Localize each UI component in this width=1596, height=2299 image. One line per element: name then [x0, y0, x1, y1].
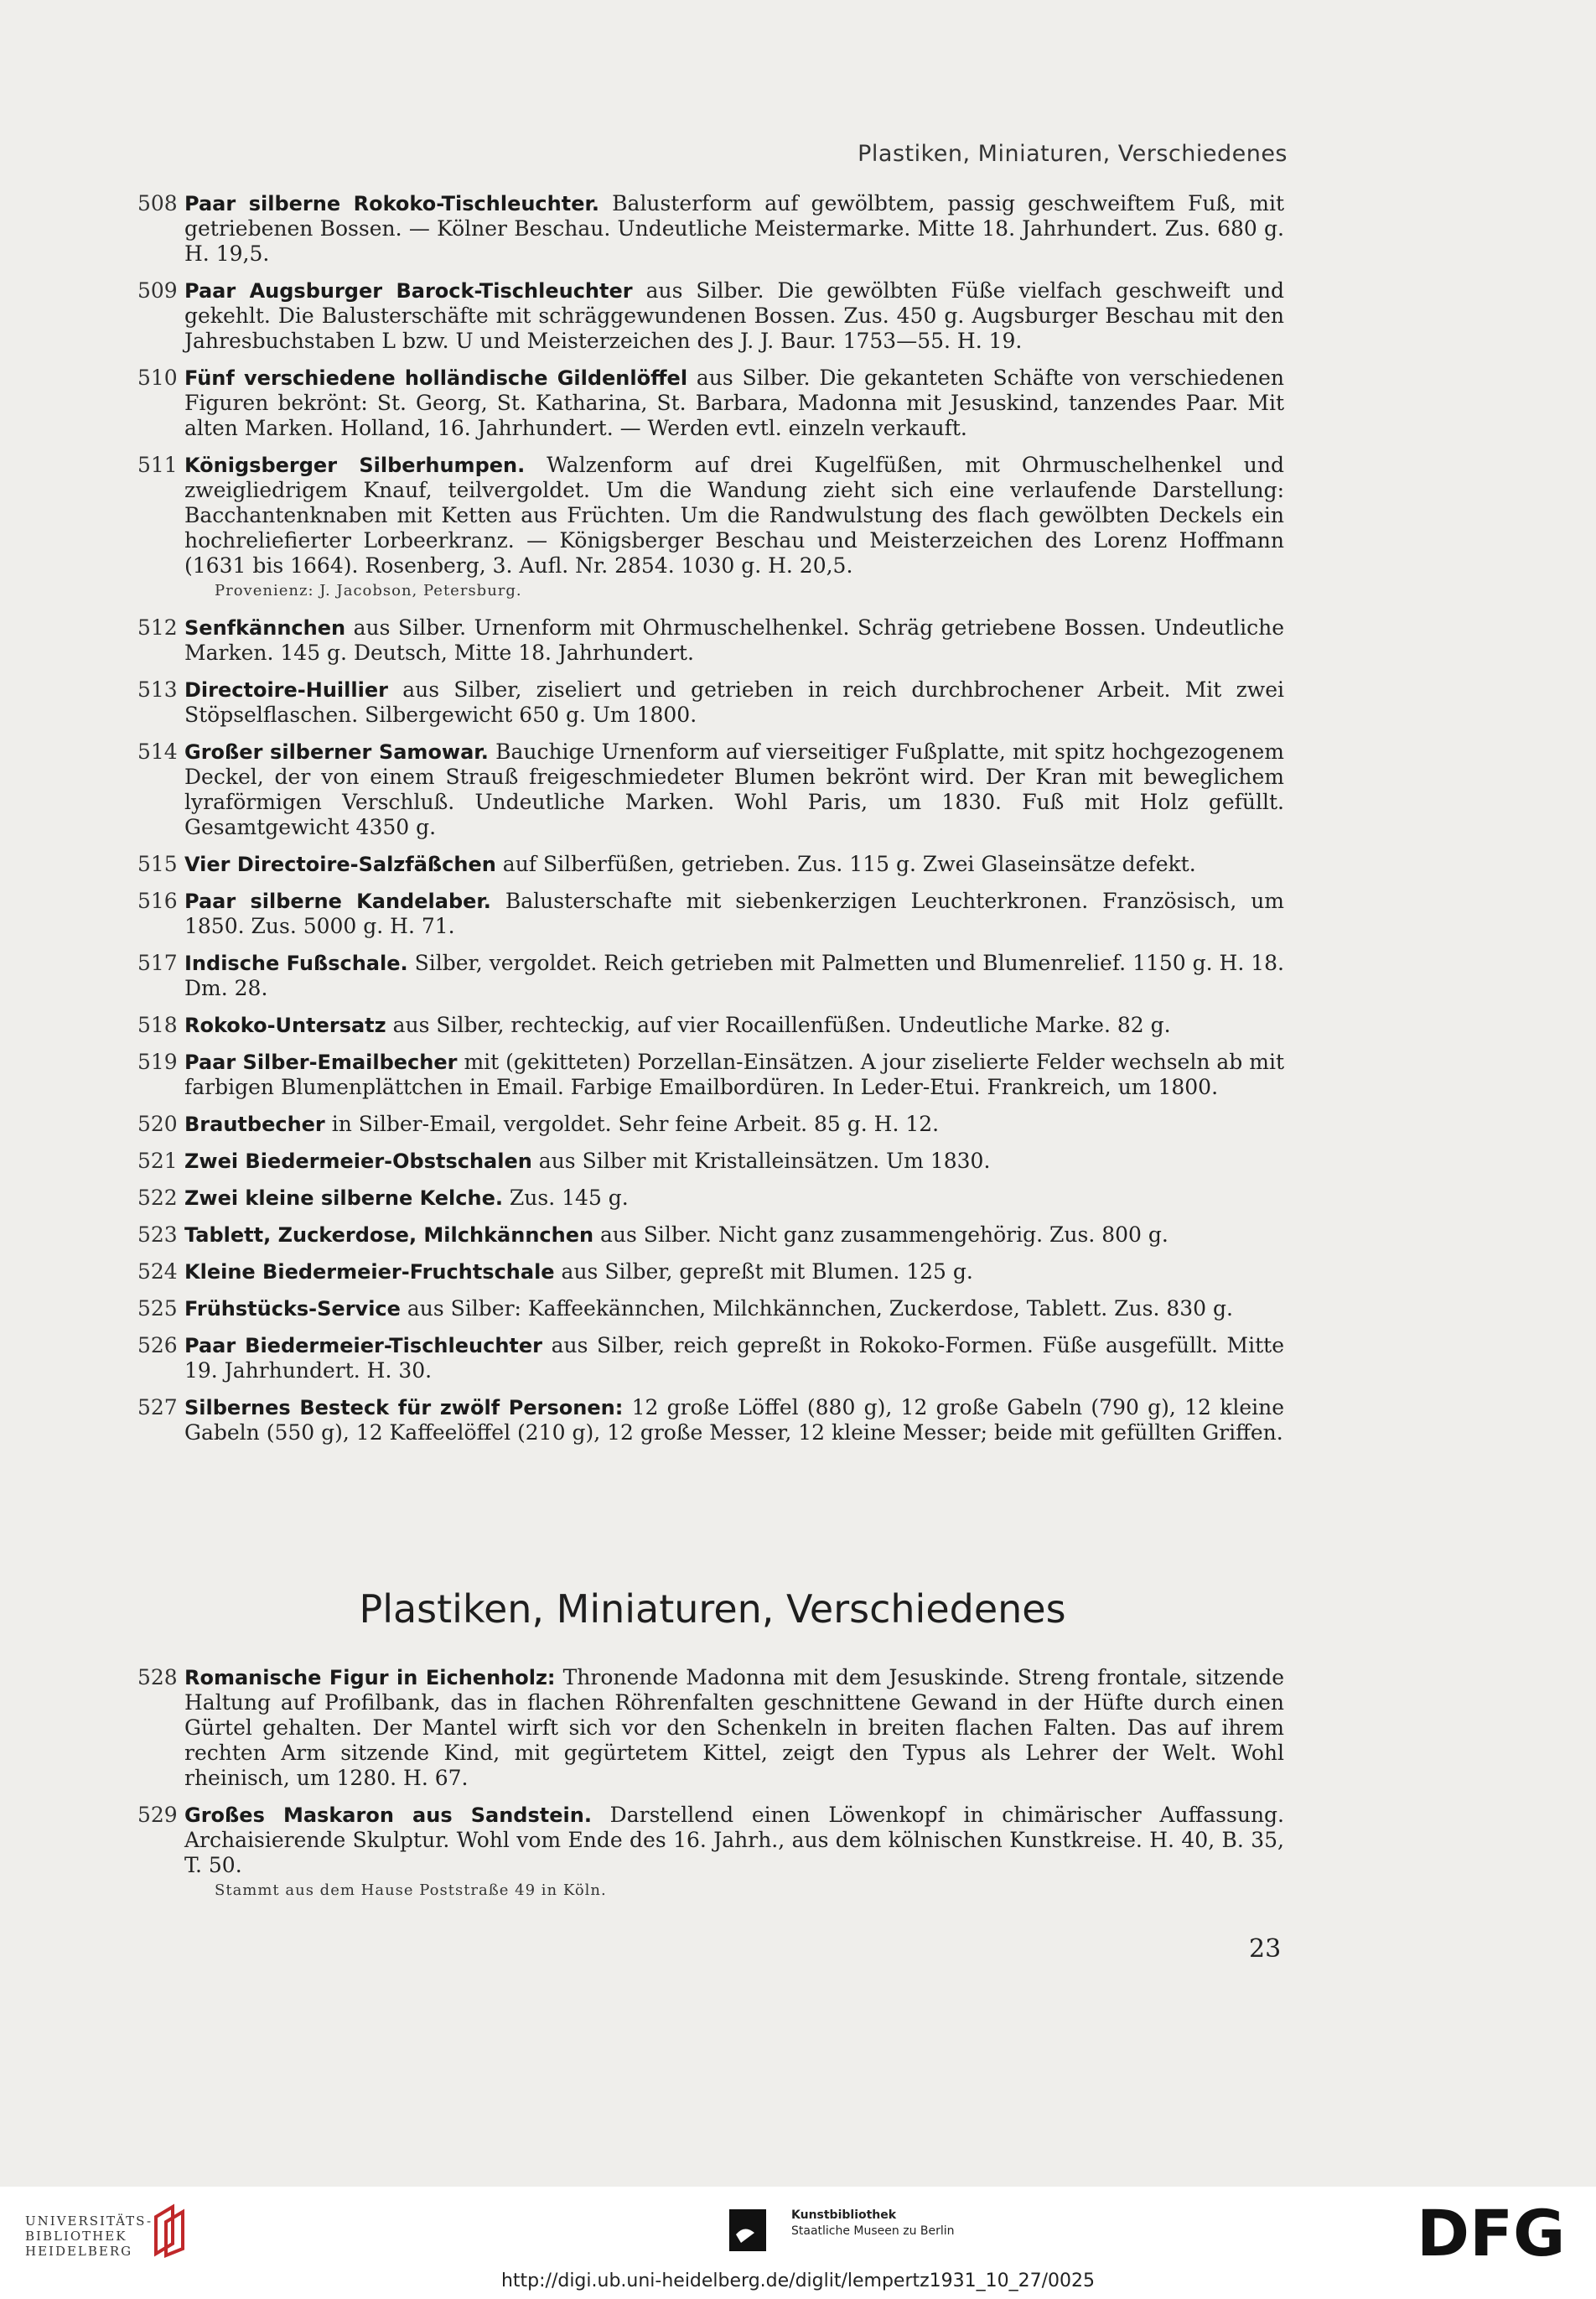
permalink-url[interactable]: http://digi.ub.uni-heidelberg.de/diglit/lempertz1931_10_27/0025	[500, 2270, 1096, 2291]
lot-description: Balusterschafte mit siebenkerzigen Leuchterkronen. Französisch, um 1850. Zus. 5000 g. H. 71.	[184, 889, 1285, 938]
lot-title: Silbernes Besteck für zwölf Personen:	[184, 1396, 624, 1419]
lot-number: 521	[137, 1149, 178, 1173]
lot-entry	[137, 1222, 1284, 1248]
lot-title: Königsberger Silberhumpen.	[184, 454, 526, 477]
lot-title: Romanische Figur in Eichenholz:	[184, 1666, 556, 1689]
lot-description: aus Silber, ziseliert und getrieben in reich durchbrochener Arbeit. Mit zwei Stöpselflaschen. Silbergewicht 650 g. Um 1800.	[184, 677, 1284, 727]
lot-description: aus Silber. Die gewölbten Füße vielfach geschweift und gekehlt. Die Balusterschäfte mit schräggewundenen Bossen. Zus. 450 g. Augsburger Beschau mit den Jahresbuchstaben L bzw. U und Meisterzeichen des J. J. Baur. 1753—55. H. 19.	[184, 278, 1284, 353]
lot-title: Paar Silber-Emailbecher	[184, 1051, 458, 1074]
lot-title: Senfkännchen	[184, 616, 346, 640]
lot-number: 529	[137, 1803, 178, 1827]
lot-description: aus Silber. Nicht ganz zusammengehörig. Zus. 800 g.	[593, 1222, 1168, 1247]
lot-title: Vier Directoire-Salzfäßchen	[184, 853, 496, 876]
dfg-logo[interactable]	[1417, 2203, 1576, 2260]
lot-entry	[137, 191, 1284, 267]
lot-provenance: Provenienz: J. Jacobson, Petersburg.	[215, 582, 522, 599]
kunstbibliothek-label[interactable]	[791, 2208, 955, 2239]
lot-number: 524	[137, 1259, 178, 1284]
lot-entry	[137, 677, 1284, 728]
lot-entry	[137, 1149, 1284, 1174]
ub-logo-line: HEIDELBERG	[25, 2244, 133, 2259]
lot-number: 526	[137, 1333, 178, 1357]
kb-subtitle: Staatliche Museen zu Berlin	[791, 2224, 955, 2238]
lot-entry	[137, 1013, 1284, 1038]
lot-description: auf Silberfüßen, getrieben. Zus. 115 g. Zwei Glaseinsätze defekt.	[495, 852, 1196, 876]
lot-description: in Silber-Email, vergoldet. Sehr feine Arbeit. 85 g. H. 12.	[324, 1112, 940, 1136]
lot-title: Tablett, Zuckerdose, Milchkännchen	[184, 1223, 594, 1247]
lot-title: Paar silberne Kandelaber.	[184, 890, 491, 913]
lot-entry	[137, 951, 1284, 1001]
lot-title: Rokoko-Untersatz	[184, 1014, 386, 1037]
lot-entry	[137, 1803, 1284, 1903]
ub-heidelberg-logo[interactable]	[25, 2213, 153, 2259]
lot-number: 527	[137, 1395, 178, 1419]
lot-title: Paar silberne Rokoko-Tischleuchter.	[184, 192, 600, 215]
lot-entry	[137, 1296, 1284, 1321]
lot-number: 509	[137, 278, 178, 303]
kb-title: Kunstbibliothek	[791, 2208, 897, 2222]
lot-list	[137, 191, 1284, 1457]
section-title: Plastiken, Miniaturen, Verschiedenes	[359, 1586, 1066, 1632]
lot-entry	[137, 1665, 1284, 1791]
lot-title: Zwei kleine silberne Kelche.	[184, 1186, 503, 1210]
ub-logo-line: UNIVERSITÄTS-	[25, 2213, 153, 2229]
lot-entry	[137, 1186, 1284, 1211]
lot-title: Indische Fußschale.	[184, 952, 408, 975]
lot-number: 519	[137, 1050, 178, 1074]
lot-title: Großer silberner Samowar.	[184, 740, 489, 764]
lot-number: 525	[137, 1296, 178, 1321]
lot-number: 518	[137, 1013, 178, 1037]
kunstbibliothek-logo-icon	[729, 2209, 766, 2251]
lot-number: 516	[137, 889, 178, 913]
lot-number: 517	[137, 951, 178, 975]
lot-number: 511	[137, 453, 178, 477]
lot-title: Fünf verschiedene holländische Gildenlöffel	[184, 366, 688, 390]
lot-number: 523	[137, 1222, 178, 1247]
lot-description: aus Silber mit Kristalleinsätzen. Um 1830.	[531, 1149, 991, 1173]
lot-number: 522	[137, 1186, 178, 1210]
lot-title: Directoire-Huillier	[184, 678, 388, 702]
lot-number: 515	[137, 852, 178, 876]
dfg-logo-text: DFG	[1417, 2203, 1566, 2260]
lot-description: aus Silber, reich gepreßt in Rokoko-Formen. Füße ausgefüllt. Mitte 19. Jahrhundert. H. 30.	[184, 1333, 1284, 1383]
lot-description: aus Silber, gepreßt mit Blumen. 125 g.	[554, 1259, 973, 1284]
lot-title: Großes Maskaron aus Sandstein.	[184, 1803, 592, 1827]
lot-description: aus Silber, rechteckig, auf vier Rocaillenfüßen. Undeutliche Marke. 82 g.	[386, 1013, 1171, 1037]
lot-description: Zus. 145 g.	[502, 1186, 629, 1210]
lot-description: 12 große Löffel (880 g), 12 große Gabeln (790 g), 12 kleine Gabeln (550 g), 12 Kaffeelöffel (210 g), 12 große Messer, 12 kleine Messer; beide mit gefüllten Griffen.	[184, 1395, 1285, 1445]
lot-entry	[137, 889, 1284, 939]
ub-emblem-icon	[148, 2203, 189, 2259]
lot-description: Balusterform auf gewölbtem, passig geschweiftem Fuß, mit getriebenen Bossen. — Kölner Beschau. Undeutliche Meistermarke. Mitte 18. Jahrhundert. Zus. 680 g. H. 19,5.	[184, 191, 1284, 266]
lot-number: 512	[137, 615, 178, 640]
lot-description: aus Silber. Urnenform mit Ohrmuschelhenkel. Schräg getriebene Bossen. Undeutliche Marken. 145 g. Deutsch, Mitte 18. Jahrhundert.	[184, 615, 1284, 665]
lot-description: Thronende Madonna mit dem Jesuskinde. Streng frontale, sitzende Haltung auf Profilbank, das in flachen Röhrenfalten geschnittene Gewand in der Hüfte durch einen Gürtel gehalten. Der Mantel wirft sich vor den Schenkeln in breiten flachen Falten. Das auf ihrem rechten Arm sitzende Kind, mit gegürtetem Kittel, zeigt den Typus als Lehrer der Welt. Wohl rheinisch, um 1280. H. 67.	[184, 1665, 1285, 1790]
lot-number: 513	[137, 677, 178, 702]
lot-title: Zwei Biedermeier-Obstschalen	[184, 1150, 532, 1173]
lot-entry	[137, 366, 1284, 441]
lot-title: Paar Biedermeier-Tischleuchter	[184, 1334, 542, 1357]
lot-entry	[137, 740, 1284, 840]
lot-number: 510	[137, 366, 178, 390]
lot-description: Walzenform auf drei Kugelfüßen, mit Ohrmuschelhenkel und zweigliedrigem Knauf, teilvergoldet. Um die Wandung zieht sich eine verlaufende Darstellung: Bacchantenknaben mit Ketten aus Früchten. Um die Randwulstung des flach gewölbten Deckels ein hochreliefierter Lorbeerkranz. — Königsberger Beschau und Meisterzeichen des Lorenz Hoffmann (1631 bis 1664). Rosenberg, 3. Aufl. Nr. 2854. 1030 g. H. 20,5.	[184, 453, 1284, 578]
lot-entry	[137, 1112, 1284, 1137]
lot-description: Darstellend einen Löwenkopf in chimärischer Auffassung. Archaisierende Skulptur. Wohl vom Ende des 16. Jahrh., aus dem kölnischen Kunstkreise. H. 40, B. 35, T. 50.	[184, 1803, 1284, 1877]
lot-number: 520	[137, 1112, 178, 1136]
lot-description: mit (gekitteten) Porzellan-Einsätzen. A jour ziselierte Felder wechseln ab mit farbigen Blumenplättchen in Email. Farbige Emailbordüren. In Leder-Etui. Frankreich, um 1800.	[184, 1050, 1285, 1099]
lot-title: Frühstücks-Service	[184, 1297, 401, 1321]
lot-number: 514	[137, 740, 178, 764]
lot-entry	[137, 1259, 1284, 1284]
lot-entry	[137, 1395, 1284, 1445]
lot-entry	[137, 453, 1284, 604]
lot-title: Paar Augsburger Barock-Tischleuchter	[184, 279, 633, 303]
lot-description: aus Silber: Kaffeekännchen, Milchkännchen, Zuckerdose, Tablett. Zus. 830 g.	[400, 1296, 1233, 1321]
lot-provenance: Stammt aus dem Hause Poststraße 49 in Köln.	[215, 1881, 607, 1899]
running-header: Plastiken, Miniaturen, Verschiedenes	[858, 141, 1288, 167]
lot-entry	[137, 615, 1284, 666]
lot-title: Brautbecher	[184, 1113, 325, 1136]
lot-entry	[137, 1050, 1284, 1100]
lot-title: Kleine Biedermeier-Fruchtschale	[184, 1260, 555, 1284]
lot-entry	[137, 852, 1284, 877]
lot-list-sculptures	[137, 1665, 1284, 1915]
lot-entry	[137, 278, 1284, 354]
lot-description: aus Silber. Die gekanteten Schäfte von verschiedenen Figuren bekrönt: St. Georg, St. Katharina, St. Barbara, Madonna mit Jesuskind, tanzendes Paar. Mit alten Marken. Holland, 16. Jahrhundert. — Werden evtl. einzeln verkauft.	[184, 366, 1284, 440]
lot-number: 528	[137, 1665, 178, 1689]
ub-logo-line: BIBLIOTHEK	[25, 2229, 127, 2244]
lot-number: 508	[137, 191, 178, 215]
lot-entry	[137, 1333, 1284, 1383]
lot-description: Bauchige Urnenform auf vierseitiger Fußplatte, mit spitz hochgezogenem Deckel, der von einem Strauß freigeschmiedeter Blumen bekrönt wird. Der Kran mit beweglichem lyraförmigen Verschluß. Undeutliche Marken. Wohl Paris, um 1830. Fuß mit Holz gefüllt. Gesamtgewicht 4350 g.	[184, 740, 1284, 839]
lot-description: Silber, vergoldet. Reich getrieben mit Palmetten und Blumenrelief. 1150 g. H. 18. Dm. 28.	[184, 951, 1284, 1000]
page-number: 23	[1249, 1934, 1282, 1964]
